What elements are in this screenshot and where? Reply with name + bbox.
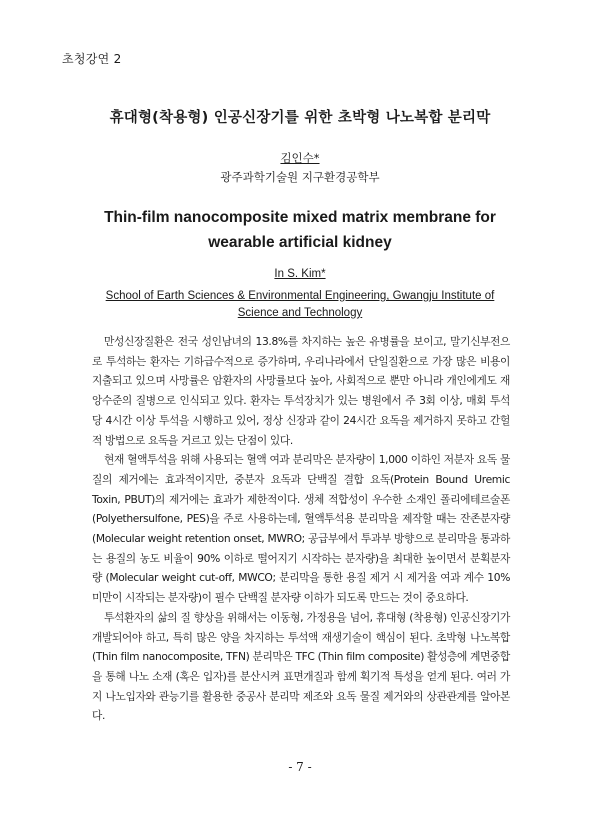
abstract-body (92, 332, 510, 726)
session-label: 초청강연 2 (62, 52, 122, 66)
author-name-korean: 김인수* (280, 151, 320, 165)
affiliation-korean: 광주과학기술원 지구환경공학부 (220, 170, 380, 184)
paragraph: 투석환자의 삶의 질 향상을 위해서는 이동형, 가정용을 넘어, 휴대형 (착용형) 인공신장기가 개발되어야 하고, 특히 많은 양을 차지하는 투석액 재생기술이 핵심이 된다. 초박형 나노복합 (Thin film nanocomposite, TFN) 분리막은 TFC (Thin film composite) 활성층에 계면중합을 통해 나노 소재 (혹은 입자)를 분산시켜 표면개질과 함께 획기적 특성을 얻게 된다. 여러 가지 나노입자와 관능기를 활용한 중공사 분리막 제조와 요독 물질 제거와의 상관관계를 알아본다. (92, 610, 510, 723)
author-name-english: In S. Kim* (274, 268, 326, 280)
title-english: Thin-film nanocomposite mixed matrix membrane for wearable artificial kidney (104, 209, 496, 251)
paragraph: 만성신장질환은 전국 성인남녀의 13.8%를 차지하는 높은 유병률을 보이고, 말기신부전으로 투석하는 환자는 기하급수적으로 증가하며, 우리나라에서 단일질환으로 가장 많은 비용이 지출되고 있으며 사망률은 암환자의 사망률보다 높아, 사회적으로 뿐만 아니라 개인에게도 재앙수준의 질병으로 인식되고 있다. 환자는 투석장치가 있는 병원에서 주 3회 이상, 매회 투석 당 4시간 이상 투석을 시행하고 있어, 정상 신장과 같이 24시간 요독을 제거하지 못하고 간헐적 방법으로 요독을 거르고 있는 단점이 있다. (92, 335, 510, 447)
title-korean: 휴대형(착용형) 인공신장기를 위한 초박형 나노복합 분리막 (109, 110, 491, 126)
author-english (0, 268, 600, 280)
paragraph: 현재 혈액투석을 위해 사용되는 혈액 여과 분리막은 분자량이 1,000 이하인 저분자 요독 물질의 제거에는 효과적이지만, 중분자 요독과 단백질 결합 요독(Protein Bound Uremic Toxin, PBUT)의 제거에는 효과가 제한적이다. 생체 적합성이 우수한 소재인 폴리에테르술폰 (Polyethersulfone, PES)을 주로 사용하는데, 혈액투석용 분리막을 제작할 때는 잔존분자량 (Molecular weight retention onset, MWRO; 공급부에서 투과부 방향으로 분리막을 통과하는 용질의 농도 비율이 90% 이하로 떨어지기 시작하는 분자량)을 최대한 높이면서 분획분자량 (Molecular weight cut-off, MWCO; 분리막을 통한 용질 제거 시 제거율 여과 계수 10% 미만이 시작되는 분자량)이 필수 단백질 분자량 이하가 되도록 만드는 것이 중요하다. (92, 453, 510, 605)
affiliation-english: School of Earth Sciences & Environmental Engineering, Gwangju Institute of Science and Technology (105, 290, 495, 319)
author-korean (0, 150, 600, 166)
page-number: - 7 - (288, 760, 312, 774)
